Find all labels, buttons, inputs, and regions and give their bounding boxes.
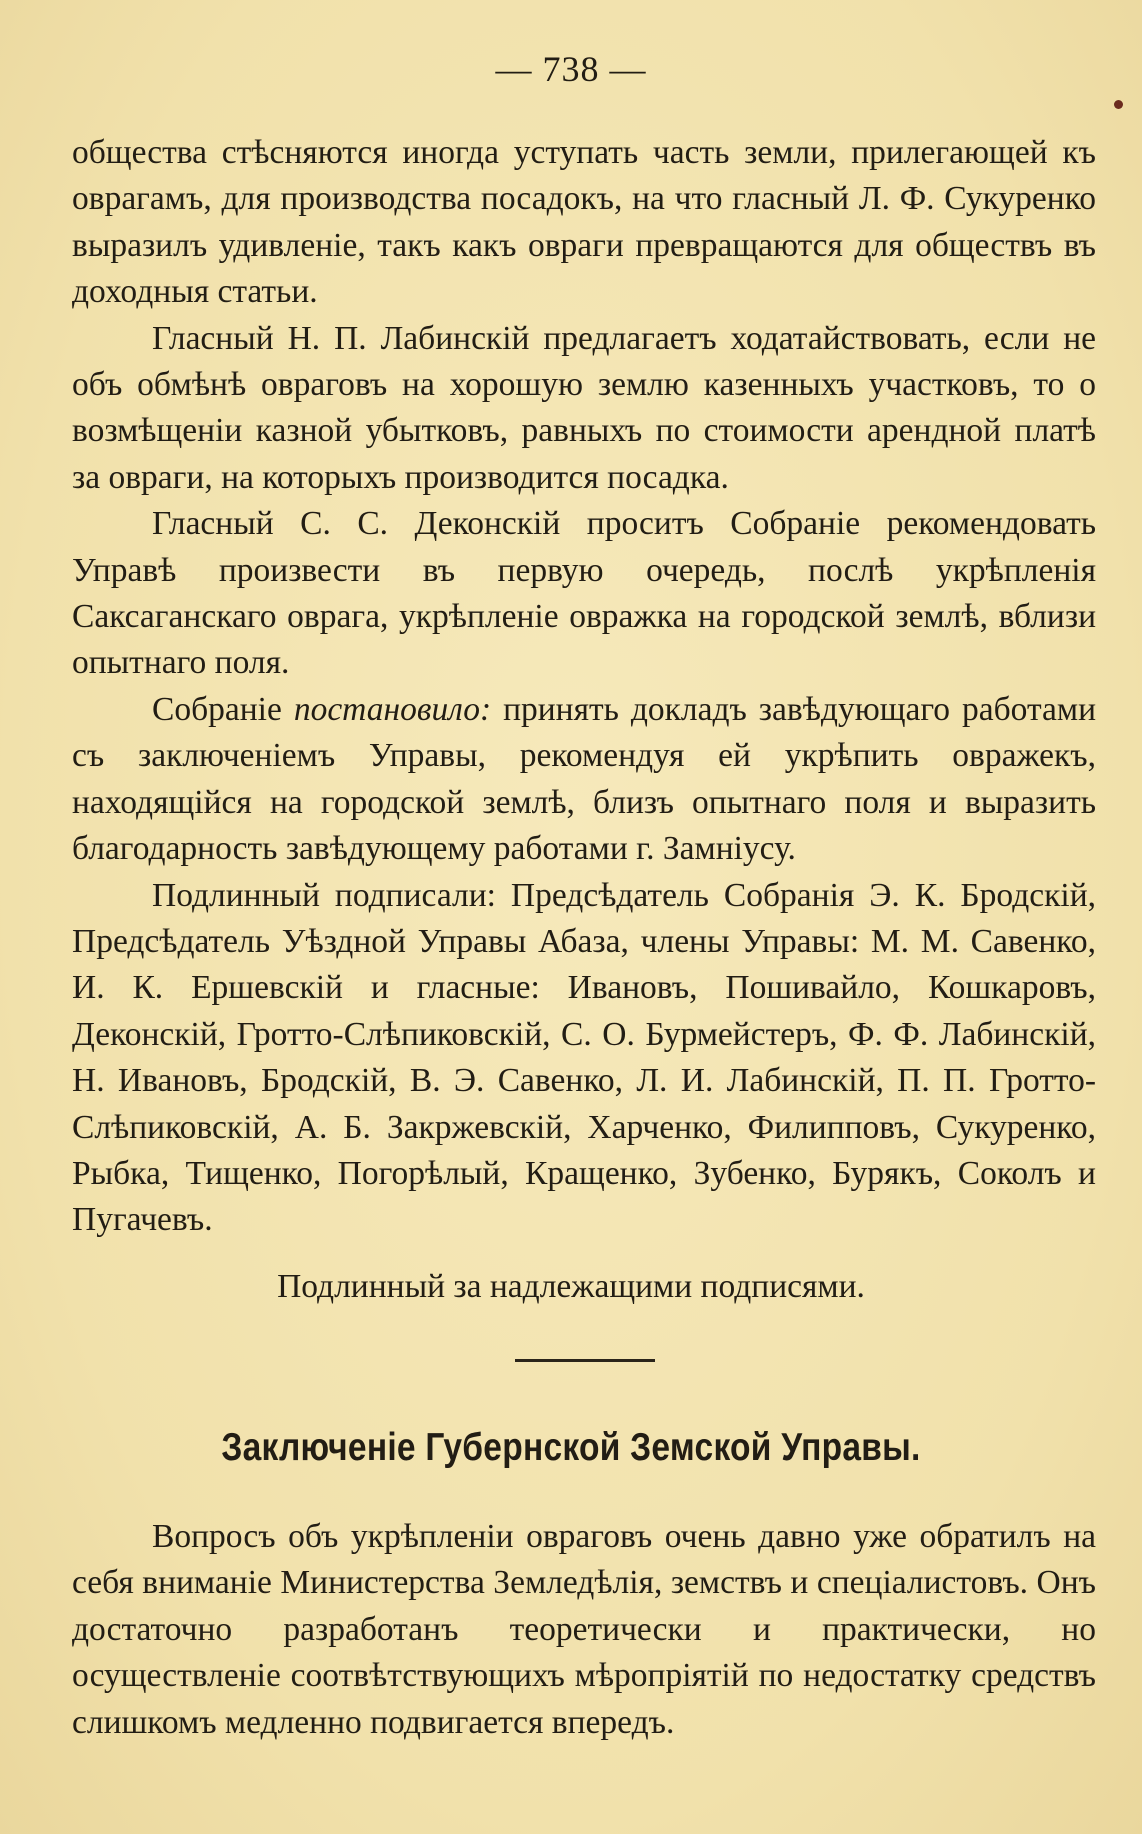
resolution-emphasis: постановило: (293, 690, 492, 728)
page-number: — 738 — (495, 49, 647, 89)
paragraph-continuation: общества стѣсняются иногда уступать часть земли, прилегающей къ оврагамъ, для производства посадокъ, на что гласный Л. Ф. Сукуренко выразилъ удивленіе, такъ какъ овраги превращаются для обществъ въ доходныя статьи. (72, 134, 1096, 311)
paragraph-resolution (72, 687, 1096, 873)
paragraph-dekonsky-request: Гласный С. С. Деконскій проситъ Собраніе рекомендовать Управѣ произвести въ первую очередь, послѣ укрѣпленія Саксаганскаго оврага, укрѣпленіе овражка на городской землѣ, вблизи опытнаго поля. (72, 505, 1096, 682)
paragraph-signatures: Подлинный подписали: Предсѣдатель Собранія Э. К. Бродскій, Предсѣдатель Уѣздной Управы Абаза, члены Управы: М. М. Савенко, И. К. Ершевскій и гласные: Ивановъ, Пошивайло, Кошкаровъ, Деконскій, Гротто-Слѣпиковскій, С. О. Бурмейстеръ, Ф. Ф. Лабинскій, Н. Ивановъ, Бродскій, В. Э. Савенко, Л. И. Лабинскій, П. П. Гротто-Слѣпиковскій, А. Б. Закржевскій, Харченко, Филипповъ, Сукуренко, Рыбка, Тищенко, Погорѣлый, Кращенко, Зубенко, Бурякъ, Соколъ и Пугачевъ. (72, 876, 1096, 1239)
paragraph-labinsky-proposal: Гласный Н. П. Лабинскій предлагаетъ ходатайствовать, если не объ обмѣнѣ овраговъ на хорошую землю казенныхъ участковъ, то о возмѣщеніи казной убытковъ, равныхъ по стоимости арендной платѣ за овраги, на которыхъ производится посадка. (72, 319, 1096, 496)
body-text-bottom (72, 1514, 1096, 1746)
section-heading: Заключеніе Губернской Земской Управы. (221, 1426, 921, 1469)
resolution-lead: Собраніе (152, 690, 282, 728)
resolution-text: принять докладъ завѣдующаго работами съ заключеніемъ Управы, рекомендуя ей укрѣпить овражекъ, находящійся на городской землѣ, близъ опытнаго поля и выразить благодарность завѣдующему работами г. Замніусу. (72, 690, 1097, 868)
signed-note: Подлинный за надлежащими подписями. (277, 1268, 865, 1305)
section-divider (515, 1359, 655, 1362)
paragraph-conclusion: Вопросъ объ укрѣпленіи овраговъ очень давно уже обратилъ на себя вниманіе Министерства Земледѣлія, земствъ и спеціалистовъ. Онъ достаточно разработанъ теоретически и практически, но осуществленіе соотвѣтствующихъ мѣропріятій по недостатку средствъ слишкомъ медленно подвигается впередъ. (72, 1518, 1096, 1741)
ink-spot (1114, 100, 1123, 109)
body-text-top (72, 130, 1096, 1244)
